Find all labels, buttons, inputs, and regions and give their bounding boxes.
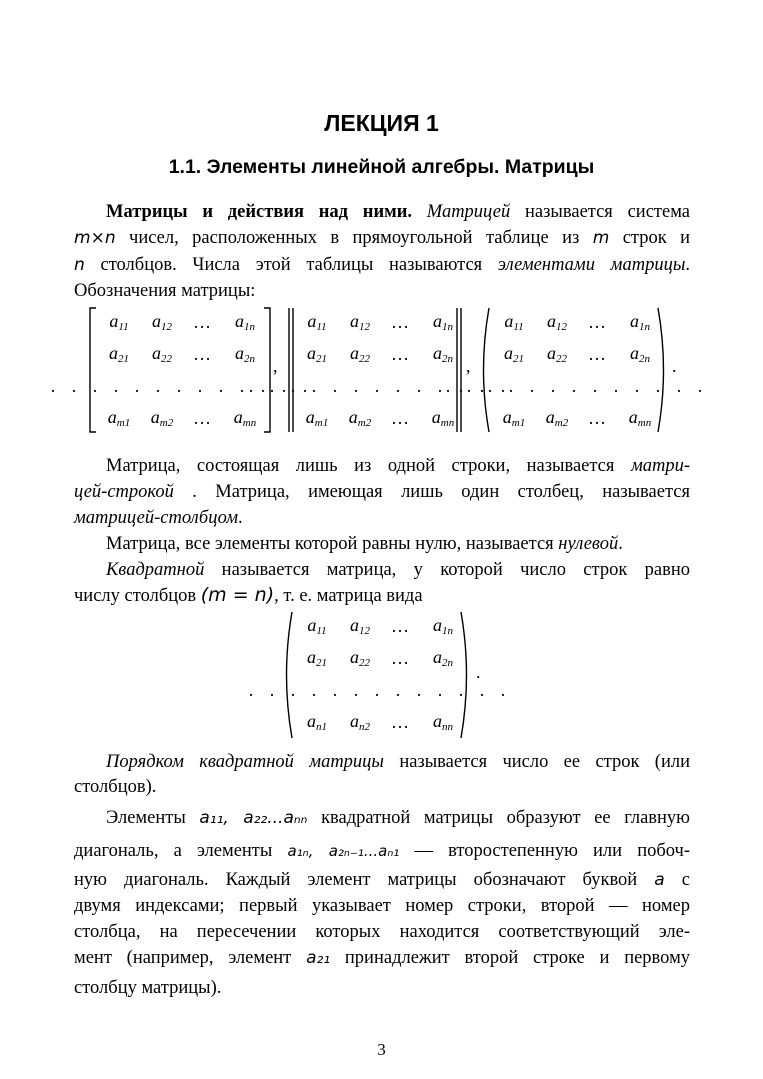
paren-left [484,308,490,432]
paragraph-line: столбцу матрицы). [74,978,222,998]
matrix-double-bars: $a_{11}$ $a_{12}$ … $a_{1n}$ $a_{21}$ $a_{22}$ … $a_{2n}$ . . . . . . . . . . . . . $a_{m1}$ $a_{m2}$ … $a_{mn}$ [248,311,512,429]
paragraph-line: Матрица, состоящая лишь из одной строки, называется матри- [106,456,691,476]
paragraph-line: Матрица, все элементы которой равны нулю, называется нулевой. [106,534,623,554]
text: называется система [525,202,690,222]
separator: , [273,356,278,376]
formula-m-times-n: m×n [74,228,116,248]
separator: , [466,356,471,376]
formula-main-diagonal: a₁₁, a₂₂...aₙₙ [199,808,308,828]
paragraph-line: n столбцов. Числа этой таблицы называются элементами матрицы. [74,255,691,275]
paragraph-line: матрицей-столбцом. [74,508,243,528]
formula-anti-diagonal: a₁ₙ, a₂ₙ₋₁...aₙ₁ [287,842,400,860]
page-number: 3 [377,1040,386,1059]
paragraph-line: цей-строкой . Матрица, имеющая лишь один столбец, называется [74,482,691,502]
formula-a21: a₂₁ [306,948,331,968]
paren-left-square [287,612,293,738]
paragraph-line: двумя индексами; первый указывает номер строки, второй — номер [74,896,690,916]
paragraph-line: числу столбцов (m = n), т. е. матрица вида [74,584,423,606]
section-title: 1.1. Элементы линейной алгебры. Матрицы [168,156,595,178]
text: строк и [622,228,691,248]
paragraph-line: столбца, на пересечении которых находится соответствующий эле- [74,922,690,942]
var-n: n [74,255,85,275]
var-a: a [654,870,665,890]
paragraph-line: диагональ, а элементы a₁ₙ, a₂ₙ₋₁...aₙ₁ — второстепенную или побоч- [74,841,690,861]
paragraph-line: столбцов). [74,777,157,797]
paragraph-line: Элементы a₁₁, a₂₂...aₙₙ квадратной матрицы образуют ее главную [106,808,690,828]
paragraph-line: ную диагональ. Каждый элемент матрицы обозначают буквой a с [74,870,691,890]
matrix-square-brackets: $a_{11}$ $a_{12}$ … $a_{1n}$ $a_{21}$ $a_{22}$ … $a_{2n}$ . . . . . . . . . . . . . $a_{m1}$ $a_{m2}$ … $a_{mn}$ [50,311,314,429]
paragraph-line: Квадратной называется матрица, у которой число строк равно [106,560,690,580]
matrix-square: $a_{11}$ $a_{12}$ … $a_{1n}$ $a_{21}$ $a_{22}$ … $a_{2n}$ . . . . . . . . . . . . . $a_{n1}$ $a_{n2}$ … $a_{nn}$ [248,615,512,733]
double-bar-left [289,308,293,432]
italic-term: Матрицей [426,202,511,222]
matrix-end-period: . [476,662,481,682]
bold-term: Матрицы и действия над ними. [106,202,413,222]
matrix-parentheses: $a_{11}$ $a_{12}$ … $a_{1n}$ $a_{21}$ $a_{22}$ … $a_{2n}$ . . . . . . . . . . . . . $a_{m1}$ $a_{m2}$ … $a_{mn}$ [445,311,709,429]
paragraph-line: Обозначения матрицы: [74,281,256,301]
italic-term: элементами матрицы [497,255,686,275]
lecture-title: ЛЕКЦИЯ 1 [324,110,439,136]
text: чисел, расположенных в прямоугольной таблице из [129,228,580,248]
paragraph-line: мент (например, элемент a₂₁ принадлежит второй строке и первому [74,948,691,968]
var-m: m [592,228,610,248]
formula-m-eq-n: (m = n) [200,584,275,606]
matrix-end-period: . [672,356,677,376]
text: столбцов. Числа этой таблицы называются [100,255,483,275]
paragraph-line: Порядком квадратной матрицы называется число ее строк (или [106,752,690,772]
